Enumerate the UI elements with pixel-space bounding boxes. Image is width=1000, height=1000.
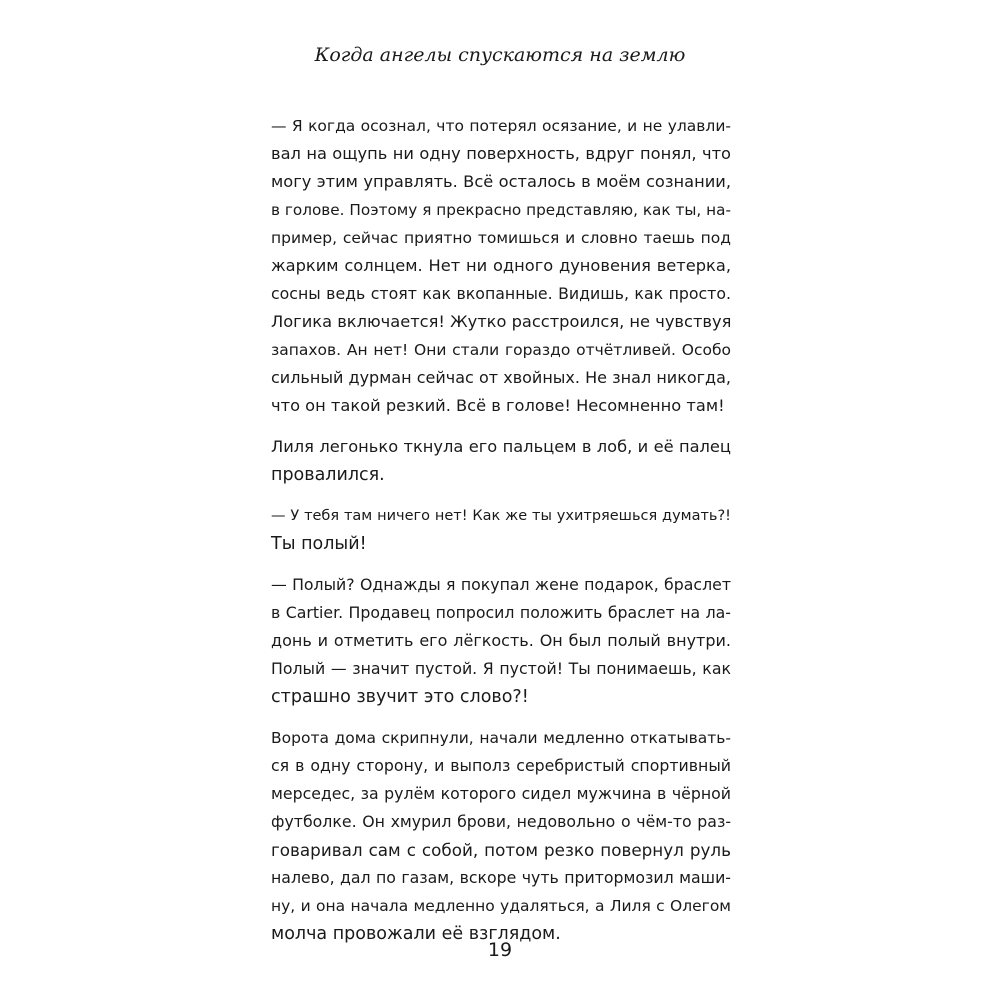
- text-line: Лиля легонько ткнула его пальцем в лоб, и её палец: [271, 437, 731, 456]
- text-line: мерседес, за рулём которого сидел мужчина в чёрной: [271, 784, 731, 803]
- page-number: 19: [487, 939, 513, 961]
- paragraph: [271, 502, 731, 558]
- text-line: вал на ощупь ни одну поверхность, вдруг понял, что: [271, 144, 731, 163]
- text-line: могу этим управлять. Всё осталось в моём сознании,: [271, 172, 731, 191]
- text-line: провалился.: [271, 465, 385, 485]
- text-line: Ворота дома скрипнули, начали медленно откатывать-: [271, 729, 731, 747]
- text-line: сосны ведь стоят как вкопанные. Видишь, как просто.: [271, 284, 731, 303]
- text-line: пример, сейчас приятно томишься и словно таешь под: [271, 229, 731, 247]
- text-line: донь и отметить его лёгкость. Он был полый внутри.: [271, 631, 731, 650]
- text-line: молча провожали её взглядом.: [271, 924, 561, 944]
- text-line: ну, и она начала медленно удаляться, а Лиля с Олегом: [271, 897, 731, 915]
- text-line: жарким солнцем. Нет ни одного дуновения ветерка,: [271, 256, 731, 275]
- text-line: в Cartier. Продавец попросил положить браслет на ла-: [271, 603, 731, 622]
- paragraph: [271, 571, 731, 711]
- text-line: Полый — значит пустой. Я пустой! Ты понимаешь, как: [271, 659, 731, 678]
- text-line: запахов. Ан нет! Они стали гораздо отчётливей. Особо: [271, 341, 731, 359]
- text-line: что он такой резкий. Всё в голове! Несомненно там!: [271, 396, 725, 415]
- text-line: Логика включается! Жутко расстроился, не чувствуя: [271, 312, 732, 331]
- text-line: в голове. Поэтому я прекрасно представляю, как ты, на-: [271, 201, 731, 219]
- text-line: страшно звучит это слово?!: [271, 687, 529, 707]
- text-line: — Полый? Однажды я покупал жене подарок, браслет: [271, 575, 731, 594]
- text-line: Ты полый!: [271, 534, 367, 554]
- text-line: налево, дал по газам, вскоре чуть притормозил маши-: [271, 868, 731, 887]
- text-line: ся в одну сторону, и выполз серебристый спортивный: [271, 756, 731, 775]
- paragraph: [271, 724, 731, 948]
- running-head: Когда ангелы спускаются на землю: [314, 44, 686, 66]
- text-line: — У тебя там ничего нет! Как же ты ухитряешься думать?!: [271, 508, 731, 524]
- text-line: сильный дурман сейчас от хвойных. Не знал никогда,: [271, 368, 731, 387]
- text-line: футболке. Он хмурил брови, недовольно о чём-то раз-: [271, 812, 731, 831]
- paragraph: [271, 433, 731, 489]
- body-text: [271, 112, 731, 961]
- text-line: говаривал сам с собой, потом резко повернул руль: [271, 840, 731, 860]
- text-line: — Я когда осознал, что потерял осязание, и не улавли-: [271, 117, 731, 135]
- paragraph: [271, 112, 731, 420]
